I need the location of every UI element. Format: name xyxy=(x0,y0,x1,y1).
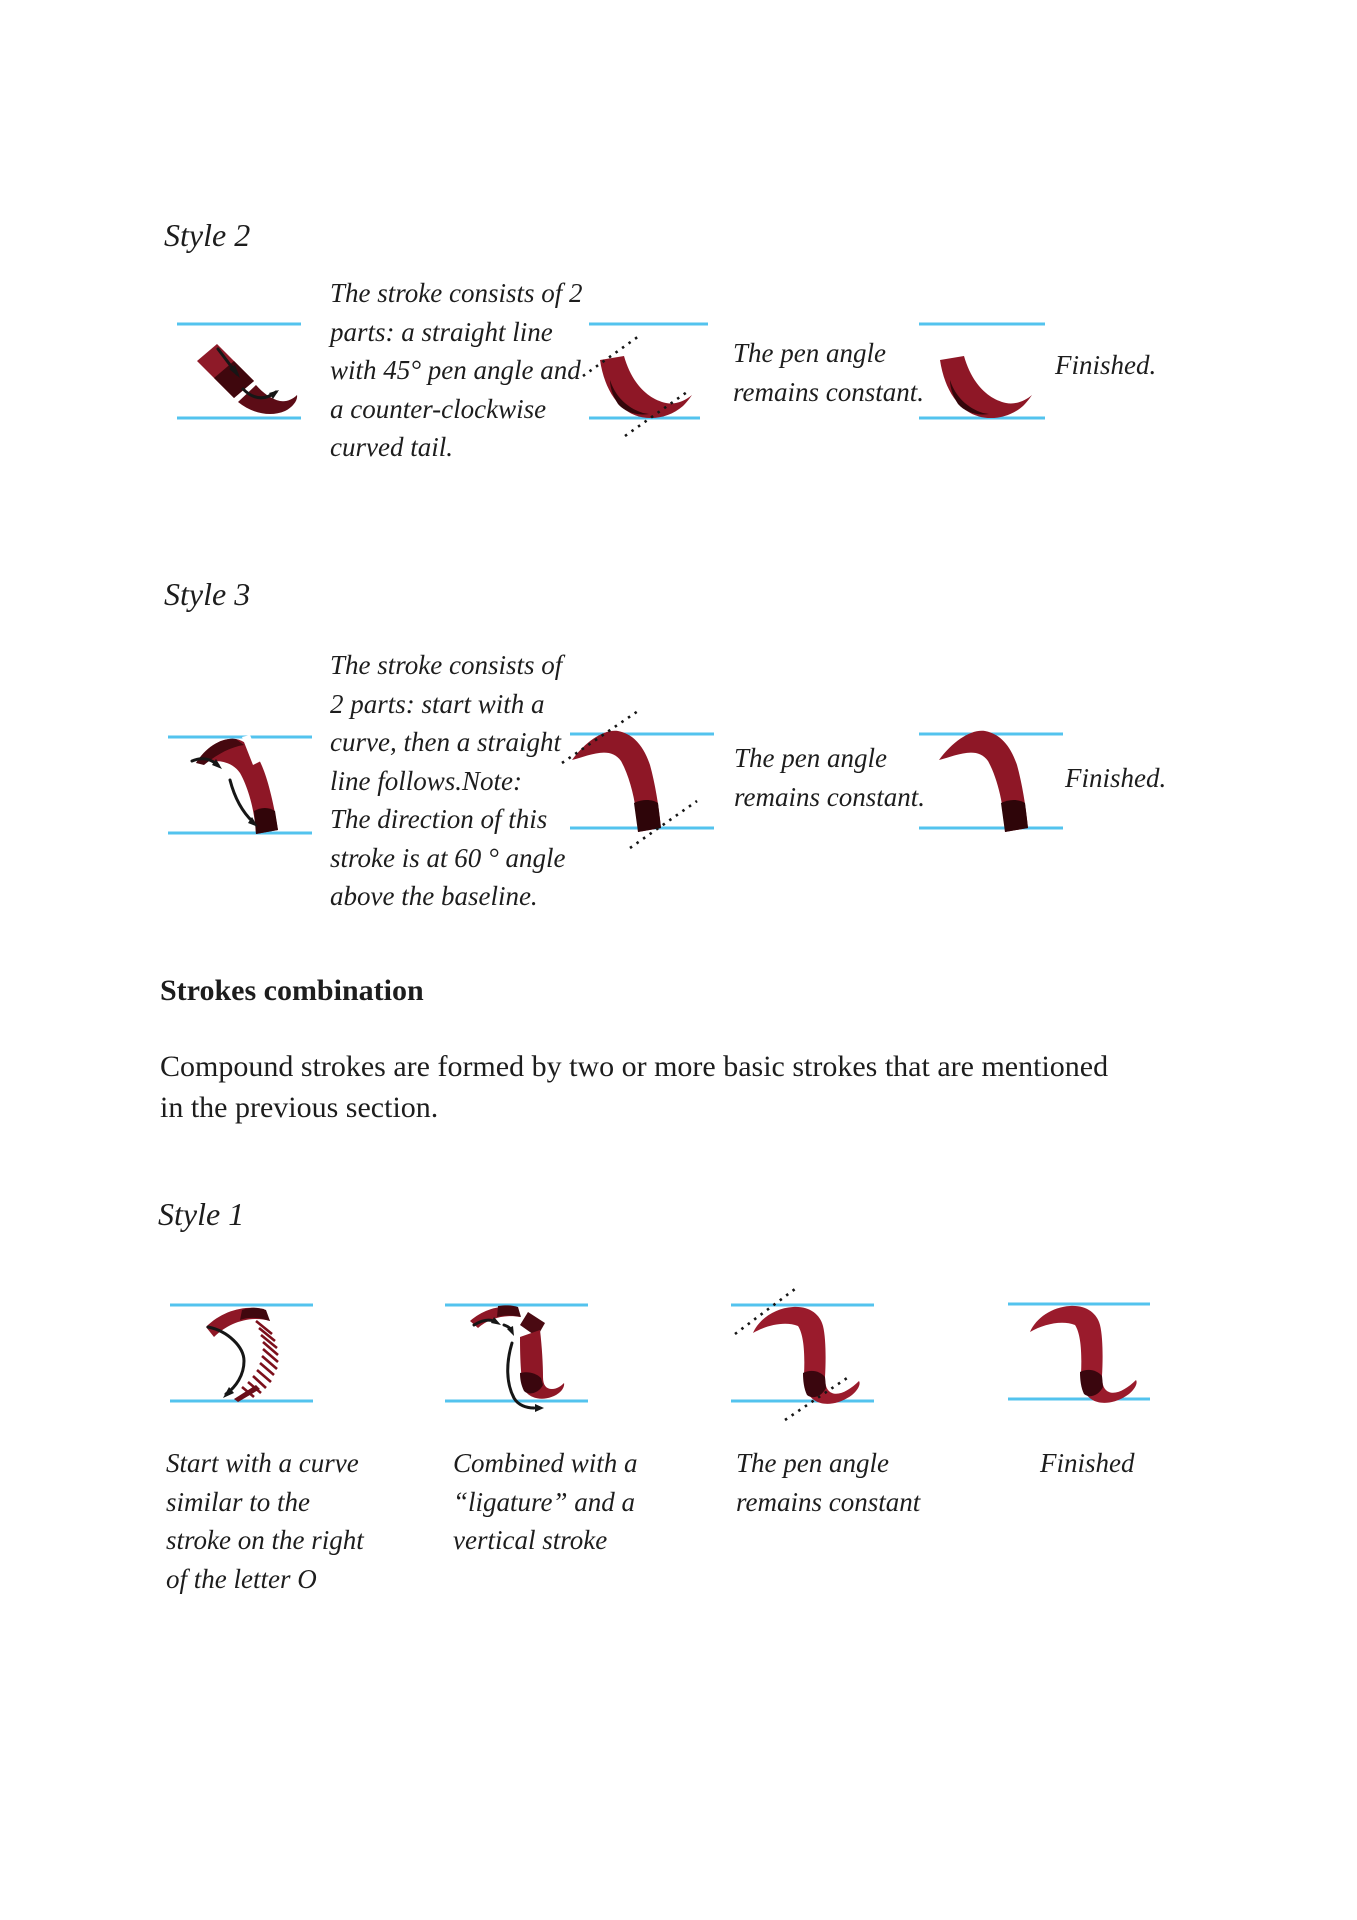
pen-stroke-dark-foot xyxy=(1001,800,1028,832)
pen-stroke-group xyxy=(939,731,1028,832)
pen-stroke-curved-tail xyxy=(238,385,297,414)
hatched-stroke-outline xyxy=(242,1321,278,1397)
caption-line: remains constant. xyxy=(733,376,924,407)
caption-line: line follows.Note: xyxy=(330,765,522,796)
caption-line: remains constant. xyxy=(734,781,925,812)
style1-step4-caption xyxy=(1040,1444,1135,1483)
style3-step3-stroke-diagram xyxy=(905,710,1070,845)
style1-step2-caption xyxy=(453,1444,638,1560)
style3-step2-caption xyxy=(734,739,925,816)
caption-line: Combined with a xyxy=(453,1448,638,1478)
style3-heading: Style 3 xyxy=(164,576,251,612)
pen-stroke-dark-shade xyxy=(497,1305,521,1317)
paragraph-line: Compound strokes are formed by two or more basic strokes that are mentioned xyxy=(160,1050,1109,1083)
pen-stroke-dark-foot xyxy=(254,808,278,834)
strokes-combination-heading: Strokes combination xyxy=(160,974,424,1007)
pen-stroke-tail xyxy=(234,1385,260,1402)
caption-line: The pen angle xyxy=(736,1448,889,1478)
caption-line: vertical stroke xyxy=(453,1525,608,1555)
caption-line: a counter-clockwise xyxy=(330,393,547,424)
caption-line: curved tail. xyxy=(330,432,453,462)
style1-step2-stroke-diagram xyxy=(440,1295,600,1427)
style2-step2-caption xyxy=(733,334,924,411)
style2-step1-caption xyxy=(330,274,583,467)
caption-line: similar to the xyxy=(166,1486,311,1517)
style1-step3-stroke-diagram xyxy=(725,1282,885,1427)
caption-line: The pen angle xyxy=(734,743,887,773)
caption-line: The direction of this xyxy=(330,804,548,834)
downstroke-arrowhead-icon xyxy=(535,1404,544,1412)
style1-step4-stroke-diagram xyxy=(1000,1290,1160,1415)
pen-stroke xyxy=(600,356,692,418)
style1-heading: Style 1 xyxy=(158,1196,245,1232)
style2-step3-stroke-diagram xyxy=(905,318,1060,440)
strokes-combination-paragraph xyxy=(160,1046,1108,1128)
style1-step1-caption xyxy=(166,1444,364,1598)
pen-stroke-dark-foot xyxy=(634,800,661,832)
caption-line: The pen angle xyxy=(733,338,886,368)
caption-line: The stroke consists of 2 xyxy=(330,278,583,308)
caption-line: stroke on the right xyxy=(166,1525,364,1555)
style1-step1-stroke-diagram xyxy=(162,1295,322,1413)
caption-line: remains constant xyxy=(736,1486,921,1517)
caption-line: above the baseline. xyxy=(330,881,538,911)
pen-stroke-group xyxy=(940,356,1032,418)
curve-direction-arrow xyxy=(208,1327,244,1394)
caption-line: 2 parts: start with a xyxy=(330,688,545,719)
caption-line: Start with a curve xyxy=(166,1448,359,1478)
style2-step1-stroke-diagram xyxy=(170,315,310,430)
caption-line: with 45° pen angle and xyxy=(330,355,581,385)
caption-line: of the letter O xyxy=(166,1563,317,1594)
style3-step1-caption xyxy=(330,646,566,916)
style3-step2-stroke-diagram xyxy=(560,705,725,855)
style3-step3-caption: Finished. xyxy=(1065,763,1167,793)
paragraph-line: in the previous section. xyxy=(160,1091,439,1124)
style3-step1-stroke-diagram xyxy=(160,725,325,850)
caption-line: parts: a straight line xyxy=(330,316,553,347)
pen-stroke xyxy=(940,356,1032,418)
pen-stroke-group xyxy=(753,1307,860,1404)
caption-line: Finished xyxy=(1040,1448,1135,1478)
style2-heading: Style 2 xyxy=(164,217,251,253)
caption-line: curve, then a straight xyxy=(330,727,561,757)
style2-step2-stroke-diagram xyxy=(575,318,720,448)
caption-line: “ligature” and a xyxy=(453,1486,636,1517)
style2-step3-caption: Finished. xyxy=(1055,350,1157,380)
style1-step3-caption xyxy=(736,1444,920,1521)
caption-line: stroke is at 60 ° angle xyxy=(330,842,566,873)
caption-line: The stroke consists of xyxy=(330,650,563,680)
